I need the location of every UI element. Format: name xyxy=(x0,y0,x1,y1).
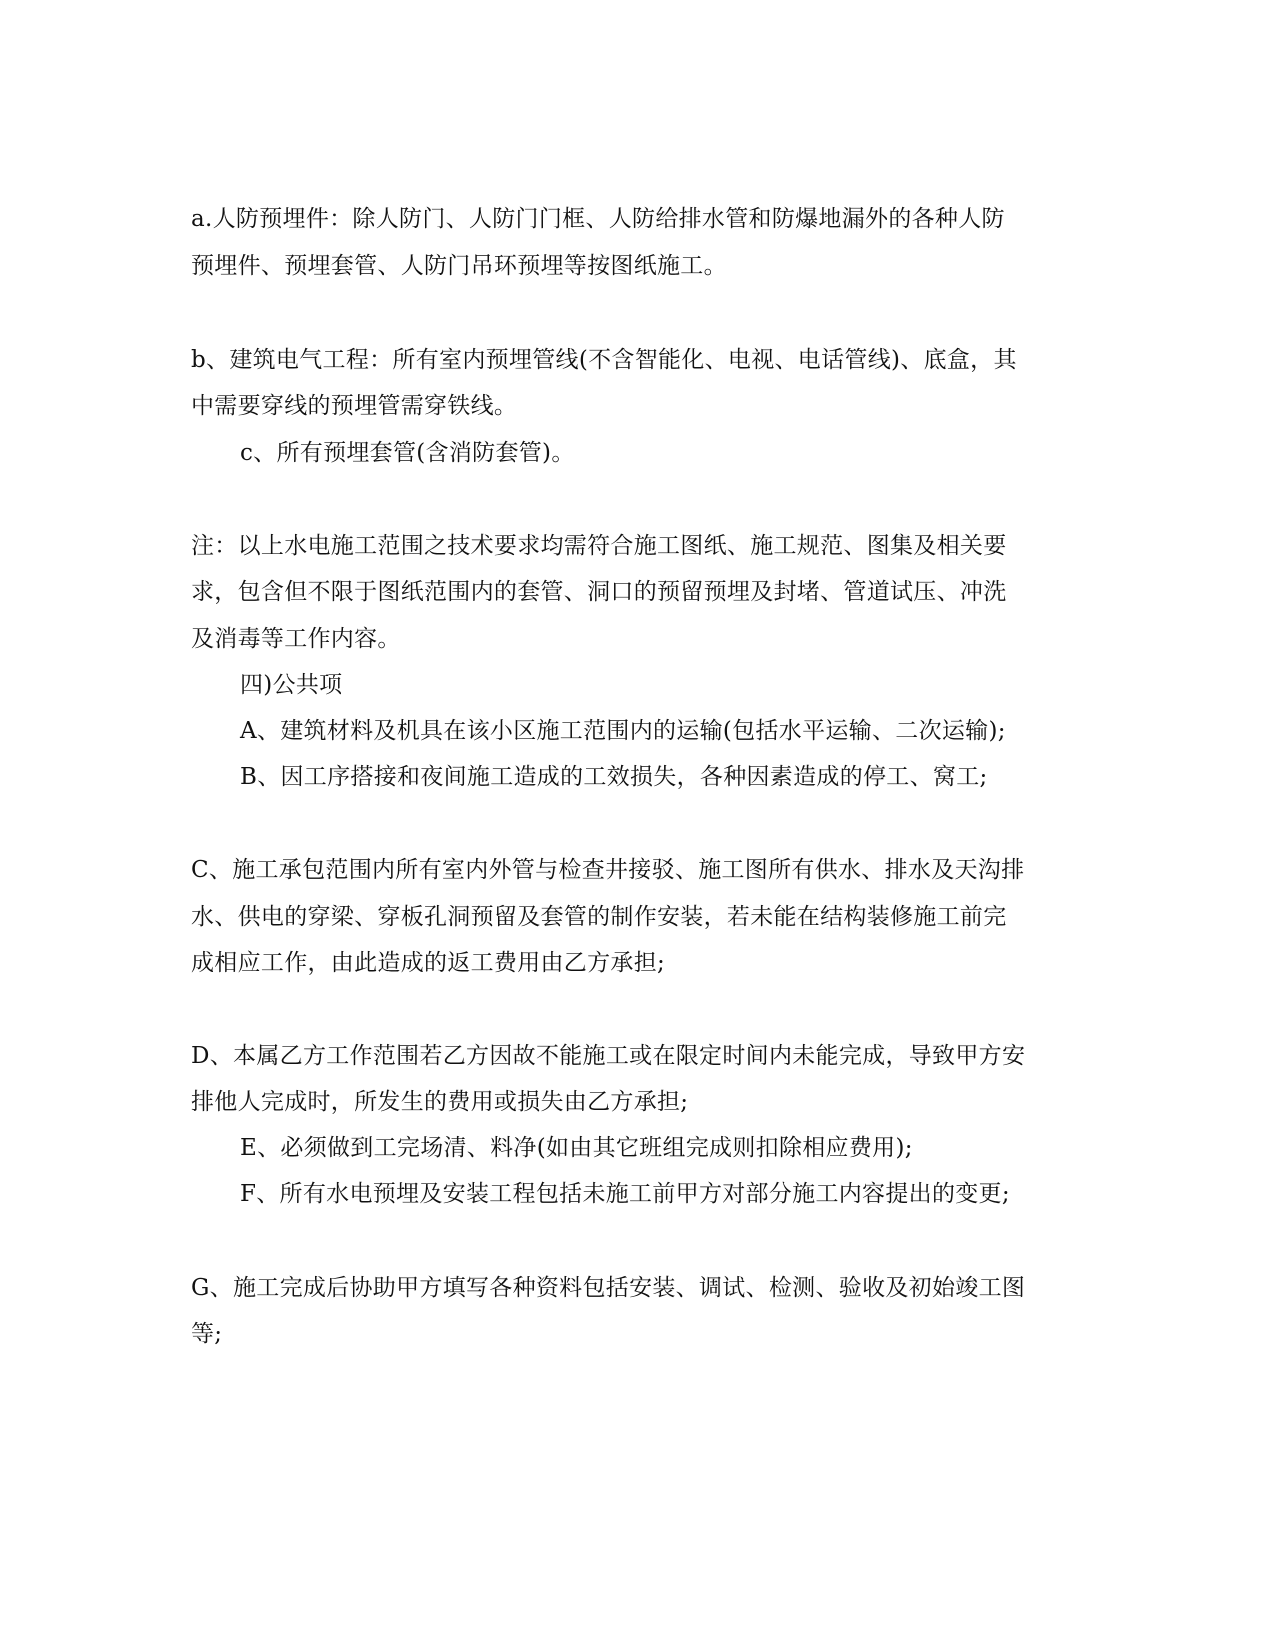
paragraph-a-line-1: a.人防预埋件：除人防门、人防门门框、人防给排水管和防爆地漏外的各种人防 xyxy=(191,206,1005,232)
item-d-line-1: D、本属乙方工作范围若乙方因故不能施工或在限定时间内未能完成，导致甲方安 xyxy=(191,1043,1026,1069)
paragraph-b-line-1: b、建筑电气工程：所有室内预埋管线(不含智能化、电视、电话管线)、底盒，其 xyxy=(191,347,1017,373)
paragraph-a-line-2: 预埋件、预埋套管、人防门吊环预埋等按图纸施工。 xyxy=(191,253,727,279)
note-line-3: 及消毒等工作内容。 xyxy=(191,626,401,652)
item-g-line-1: G、施工完成后协助甲方填写各种资料包括安装、调试、检测、验收及初始竣工图 xyxy=(191,1275,1026,1301)
item-c-line-1: C、施工承包范围内所有室内外管与检查井接驳、施工图所有供水、排水及天沟排 xyxy=(191,857,1025,883)
item-b-line-1: B、因工序搭接和夜间施工造成的工效损失，各种因素造成的停工、窝工; xyxy=(240,764,988,790)
item-e-line-1: E、必须做到工完场清、料净(如由其它班组完成则扣除相应费用); xyxy=(240,1135,913,1161)
section-heading-public-items: 四)公共项 xyxy=(240,672,343,698)
note-line-1: 注：以上水电施工范围之技术要求均需符合施工图纸、施工规范、图集及相关要 xyxy=(191,533,1007,559)
paragraph-c-line-1: c、所有预埋套管(含消防套管)。 xyxy=(240,440,575,466)
item-f-line-1: F、所有水电预埋及安装工程包括未施工前甲方对部分施工内容提出的变更; xyxy=(240,1181,1010,1207)
item-c-line-2: 水、供电的穿梁、穿板孔洞预留及套管的制作安装，若未能在结构装修施工前完 xyxy=(191,904,1007,930)
paragraph-b-line-2: 中需要穿线的预埋管需穿铁线。 xyxy=(191,393,518,419)
item-a-line-1: A、建筑材料及机具在该小区施工范围内的运输(包括水平运输、二次运输); xyxy=(240,718,1006,744)
item-d-line-2: 排他人完成时，所发生的费用或损失由乙方承担; xyxy=(191,1089,689,1115)
item-c-line-3: 成相应工作，由此造成的返工费用由乙方承担; xyxy=(191,950,666,976)
note-line-2: 求，包含但不限于图纸范围内的套管、洞口的预留预埋及封堵、管道试压、冲洗 xyxy=(191,579,1007,605)
item-g-line-2: 等; xyxy=(191,1321,223,1347)
